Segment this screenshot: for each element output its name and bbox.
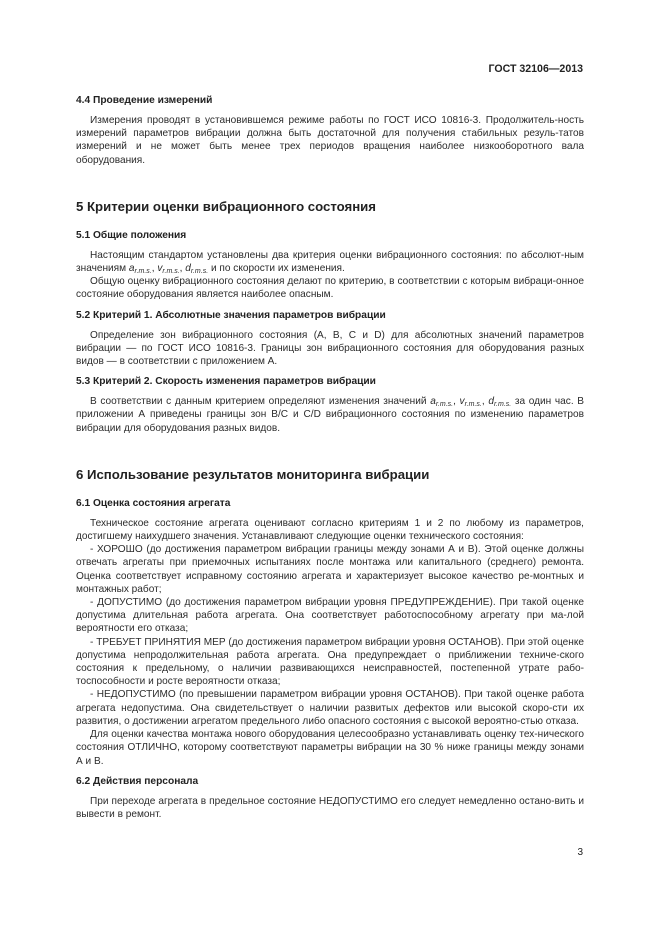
section-6-1-item-good: - ХОРОШО (до достижения параметром вибрации границы между зонами А и В). Этой оценке должны отвечать агрегаты при приемочных испытаниях после монтажа или капитального (среднего) ремонта. Оценка соответствует исправному состоянию агрегата и характеризует высокое качество ре-монтных и монтажных работ; [76,544,584,595]
section-6-1-item-acceptable: - ДОПУСТИМО (до достижения параметром вибрации уровня ПРЕДУПРЕЖДЕНИЕ). При такой оценке допустима длительная работа агрегата. Она соответствует работоспособному агрегату при ма-лой вероятности его отказа; [76,597,584,635]
section-6-1-paragraph-excellent: Для оценки качества монтажа нового оборудования целесообразно устанавливать оценку тех-нического состояния ОТЛИЧНО, которому соответствуют параметры вибрации на 30 % ниже границы между зонами А и В. [76,729,584,767]
page-number: 3 [577,847,583,858]
section-5-1-paragraph-1: Настоящим стандартом установлены два критерия оценки вибрационного состояния: по абсолют-ным значениям $a_{r.m.s.}$, $v_{r.m.s.}$, $d_{r.m.s.}$ и по скорости их изменения. [76,249,584,276]
section-6-1-item-unacceptable: - НЕДОПУСТИМО (по превышении параметром вибрации уровня ОСТАНОВ). При такой оценке работа агрегата недопустима. Она свидетельствует о наличии развитых дефектов или высокой скоро-сти их развития, о достижении агрегатом предельного либо опасного состояния с высокой вероятно-стью отказа. [76,689,584,727]
section-4-4-paragraph: Измерения проводят в установившемся режиме работы по ГОСТ ИСО 10816-3. Продолжитель-ность измерений параметров вибрации должна быть достаточной для получения стабильных резуль-татов измерений и не может быть менее трех периодов вращения наиболее низкооборотного вала оборудования. [76,115,584,166]
section-6-1-paragraph-1: Техническое состояние агрегата оценивают согласно критериям 1 и 2 по любому из параметров, достигшему наихудшего значения. Устанавливают следующие оценки технического состояния: [76,517,584,543]
section-5-title: 5 Критерии оценки вибрационного состояния [76,198,376,214]
section-5-3-title: 5.3 Критерий 2. Скорость изменения параметров вибрации [76,376,376,388]
section-6-title: 6 Использование результатов мониторинга вибрации [76,466,430,482]
section-5-2-paragraph: Определение зон вибрационного состояния (А, В, С и D) для абсолютных значений параметров вибрации — по ГОСТ ИСО 10816-3. Границы зон вибрационного состояния для оборудования разных видов — в соответствии с приложением А. [76,329,584,368]
section-4-4-title: 4.4 Проведение измерений [76,95,213,106]
section-5-1-title: 5.1 Общие положения [76,229,187,241]
section-5-2-title: 5.2 Критерий 1. Абсолютные значения параметров вибрации [76,309,386,321]
section-6-1-title: 6.1 Оценка состояния агрегата [76,497,231,509]
section-6-2-paragraph: При переходе агрегата в предельное состояние НЕДОПУСТИМО его следует немедленно остано-вить и вывести в ремонт. [76,795,584,820]
section-5-1-paragraph-2: Общую оценку вибрационного состояния делают по критерию, в соответствии с которым вибраци-онное состояние оборудования является наиболее опасным. [76,276,584,301]
document-header: ГОСТ 32106—2013 [488,63,583,75]
page-content [76,94,584,821]
section-6-1-item-action-required: - ТРЕБУЕТ ПРИНЯТИЯ МЕР (до достижения параметром вибрации уровня ОСТАНОВ). При этой оценке допустима непродолжительная работа агрегата. Она предупреждает о приближении техниче-ского состояния к предельному, о наличии развивающихся неисправностей, постепенной утрате рабо-тоспособности и росте вероятности отказа; [76,636,584,688]
section-6-2-title: 6.2 Действия персонала [76,775,199,787]
section-5-3-paragraph: В соответствии с данным критерием определяют изменения значений $a_{r.m.s.}$, $v_{r.m.s.}$, $d_{r.m.s.}$ за один час. В приложении А приведены границы зон В/С и C/D вибрационного состояния по изменению параметров вибрации для оборудования разных видов. [76,396,585,434]
